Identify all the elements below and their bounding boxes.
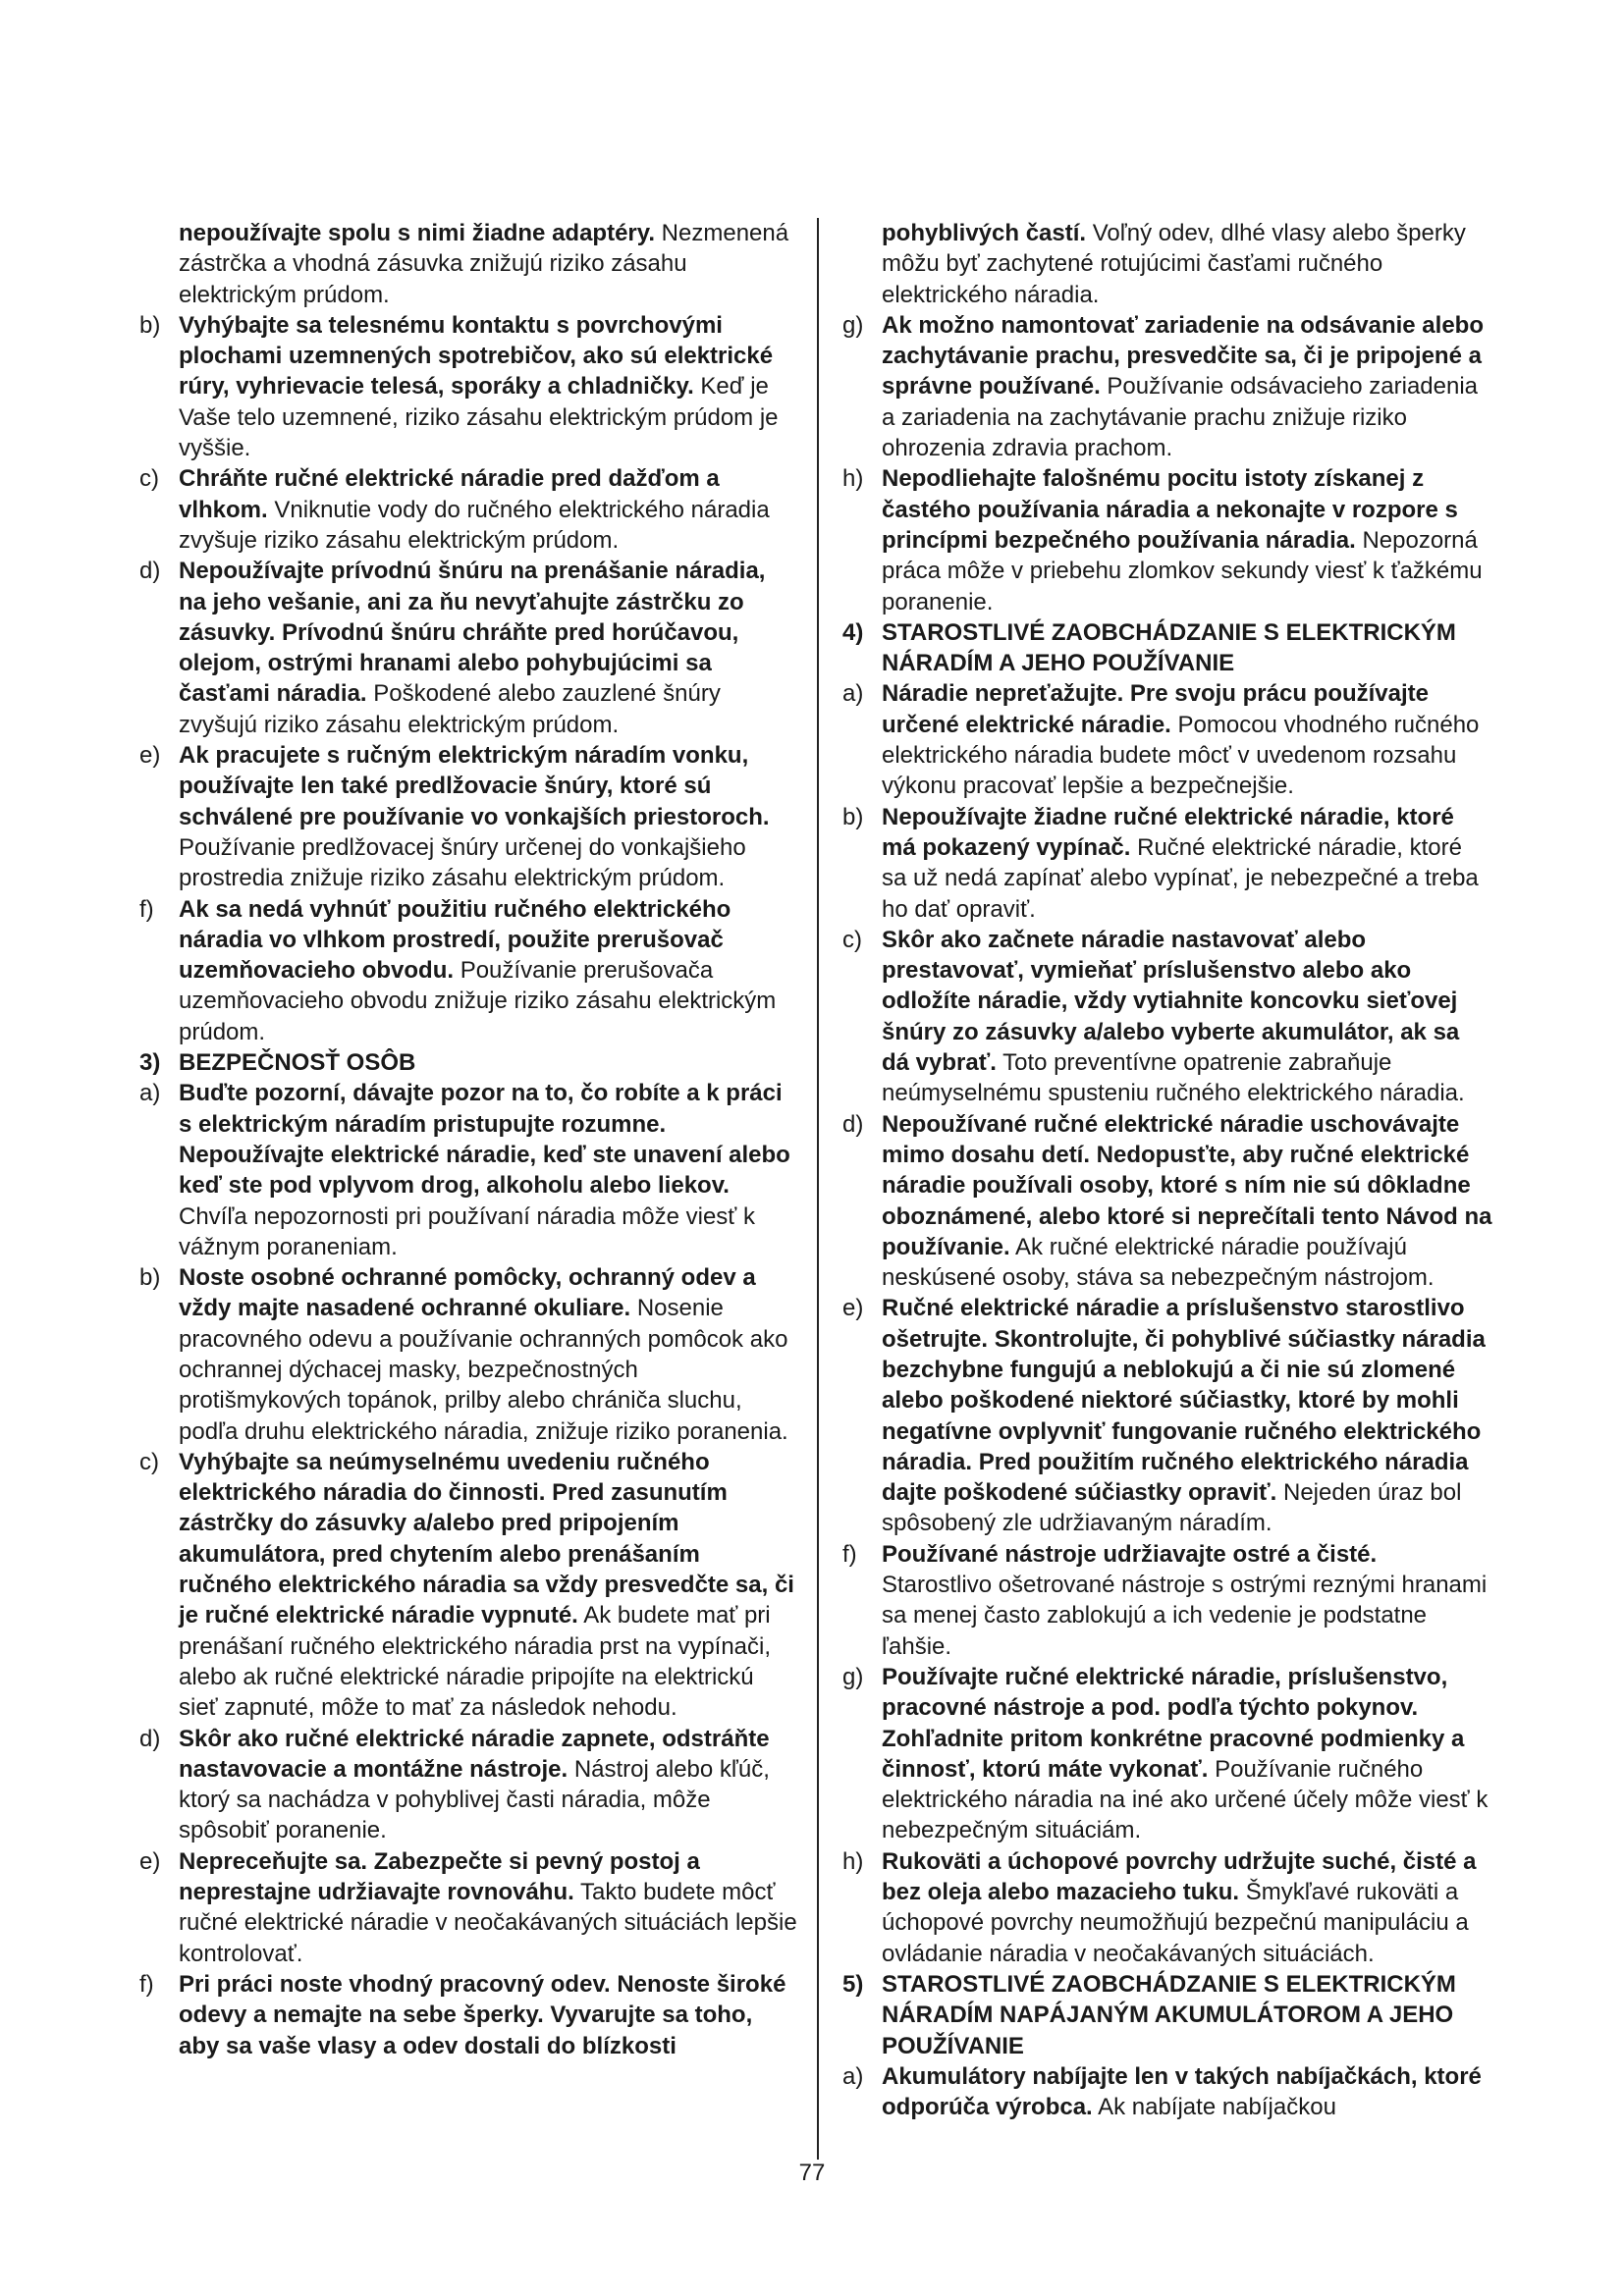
item-body-text: Nástroj alebo kľúč, ktorý sa nachádza v pohyblivej časti náradia, môže spôsobiť poranenie. xyxy=(179,1755,770,1844)
item-label: d) xyxy=(139,1725,161,1752)
item-bold-text: Skôr ako ručné elektrické náradie zapnete, odstráňte nastavovacie a montážne nástroje. xyxy=(179,1725,770,1783)
item-label: e) xyxy=(139,742,161,770)
instruction-item xyxy=(842,925,1492,1109)
item-body-text: Ak budete mať pri prenášaní ručného elektrického náradia prst na vypínači, alebo ak ručné elektrické náradie pripojíte na elektrickú sieť zapnuté, môže to mať za následok nehodu. xyxy=(179,1602,772,1722)
item-label: b) xyxy=(139,311,161,339)
instruction-item xyxy=(139,740,797,893)
left-column xyxy=(139,218,797,2061)
item-body-text: Vniknutie vody do ručného elektrického náradia zvyšuje riziko zásahu elektrickým prúdom. xyxy=(179,496,770,554)
instruction-item xyxy=(842,1293,1492,1538)
item-body-text: Toto preventívne opatrenie zabraňuje neúmyselnému spusteniu ručného elektrického náradia. xyxy=(882,1049,1465,1107)
item-label: h) xyxy=(842,1847,864,1875)
item-label: a) xyxy=(842,680,864,708)
item-bold-text: Náradie nepreťažujte. Pre svoju prácu používajte určené elektrické náradie. xyxy=(882,680,1430,738)
item-bold-text: Akumulátory nabíjajte len v takých nabíjačkách, ktoré odporúča výrobca. xyxy=(882,2062,1482,2121)
section-heading xyxy=(842,617,1492,679)
instruction-item xyxy=(842,1539,1492,1662)
item-body-text: Ak nabíjate nabíjačkou xyxy=(1098,2094,1336,2121)
item-bold-text: Nepodliehajte falošnému pocitu istoty získanej z častého používania náradia a nekonajte v rozpore s princípmi bezpečného používania náradia. xyxy=(882,465,1458,554)
item-label: 5) xyxy=(842,1970,864,1998)
section-heading xyxy=(842,1969,1492,2061)
item-body-text: Nosenie pracovného odevu a používanie ochranných pomôcok ako ochrannej dýchacej masky, bezpečnostných protišmykových topánok, prilby alebo chrániča sluchu, podľa druhu elektrického náradia, znižuje riziko poranenia. xyxy=(179,1295,788,1445)
item-bold-text: Používajte ručné elektrické náradie, príslušenstvo, pracovné nástroje a pod. podľa týchto pokynov. Zohľadnite pritom konkrétne pracovné podmienky a činnosť, ktorú máte vykonať. xyxy=(882,1663,1465,1783)
page-number: 77 xyxy=(798,2160,826,2186)
instruction-item xyxy=(842,2061,1492,2123)
item-label: f) xyxy=(139,1970,154,1998)
item-body-text: Poškodené alebo zauzlené šnúry zvyšujú riziko zásahu elektrickým prúdom. xyxy=(179,680,721,738)
instruction-item xyxy=(139,1969,797,2061)
instruction-item xyxy=(842,1662,1492,1846)
instruction-item xyxy=(139,1724,797,1846)
instruction-item xyxy=(842,1109,1492,1294)
item-bold-text: BEZPEČNOSŤ OSÔB xyxy=(179,1049,416,1077)
item-label: a) xyxy=(842,2062,864,2090)
item-bold-text: Nepoužívané ručné elektrické náradie uschovávajte mimo dosahu detí. Nedopusťte, aby ručné elektrické náradie používali osoby, ktoré s ním nie sú dôkladne oboznámené, alebo ktoré si neprečítali tento Návod na používanie. xyxy=(882,1110,1492,1260)
item-body-text: Používanie ručného elektrického náradia na iné ako určené účely môže viesť k nebezpečným situáciám. xyxy=(882,1755,1489,1844)
instruction-item xyxy=(139,310,797,463)
item-label: b) xyxy=(842,803,864,830)
item-body-text: Nezmenená zástrčka a vhodná zásuvka znižujú riziko zásahu elektrickým prúdom. xyxy=(179,220,789,308)
item-body-text: Ručné elektrické náradie, ktoré sa už nedá zapínať alebo vypínať, je nebezpečné a treba ho dať opraviť. xyxy=(882,833,1479,923)
item-label: 3) xyxy=(139,1049,161,1077)
item-label: a) xyxy=(139,1080,161,1107)
item-label: c) xyxy=(139,465,159,493)
instruction-item xyxy=(842,802,1492,925)
item-label: 4) xyxy=(842,618,864,646)
instruction-item xyxy=(139,218,797,310)
item-label: c) xyxy=(842,926,862,953)
item-body-text: Pomocou vhodného ručného elektrického náradia budete môcť v uvedenom rozsahu výkonu pracovať lepšie a bezpečnejšie. xyxy=(882,711,1480,800)
instruction-item xyxy=(139,463,797,556)
item-label: f) xyxy=(842,1540,857,1568)
item-label: c) xyxy=(139,1448,159,1475)
item-bold-text: Ručné elektrické náradie a príslušenstvo starostlivo ošetrujte. Skontrolujte, či pohyblivé súčiastky náradia bezchybne fungujú a neblokujú a či nie sú zlomené alebo poškodené niektoré súčiastky, ktoré by mohli negatívne ovplyvniť fungovanie ručného elektrického náradia. Pred použitím ručného elektrického náradia dajte poškodené súčiastky opraviť. xyxy=(882,1295,1486,1507)
instruction-item xyxy=(139,1447,797,1724)
item-body-text: Voľný odev, dlhé vlasy alebo šperky môžu byť zachytené rotujúcimi časťami ručného elektrického náradia. xyxy=(882,220,1466,308)
item-body-text: Ak ručné elektrické náradie používajú neskúsené osoby, stáva sa nebezpečným nástrojom. xyxy=(882,1233,1435,1292)
item-bold-text: Chráňte ručné elektrické náradie pred dažďom a vlhkom. xyxy=(179,465,720,523)
item-bold-text: Ak pracujete s ručným elektrickým náradím vonku, používajte len také predlžovacie šnúry, ktoré sú schválené pre používanie vo vonkajších priestoroch. xyxy=(179,742,770,830)
instruction-item xyxy=(842,463,1492,616)
item-bold-text: Ak sa nedá vyhnúť použitiu ručného elektrického náradia vo vlhkom prostredí, použite prerušovač uzemňovacieho obvodu. xyxy=(179,895,731,985)
item-body-text: Starostlivo ošetrované nástroje s ostrými reznými hranami sa menej často zablokujú a ich vedenie je podstatne ľahšie. xyxy=(882,1572,1488,1660)
item-bold-text: Buďte pozorní, dávajte pozor na to, čo robíte a k práci s elektrickým náradím pristupujte rozumne. Nepoužívajte elektrické náradie, keď ste unavení alebo keď ste pod vplyvom drog, alkoholu alebo liekov. xyxy=(179,1080,790,1200)
item-body-text: Používanie predlžovacej šnúry určenej do vonkajšieho prostredia znižuje riziko zásahu elektrickým prúdom. xyxy=(179,833,746,892)
item-bold-text: nepoužívajte spolu s nimi žiadne adaptéry. xyxy=(179,220,655,246)
section-heading xyxy=(139,1047,797,1078)
item-body-text: Keď je Vaše telo uzemnené, riziko zásahu elektrickým prúdom je vyššie. xyxy=(179,373,779,462)
instruction-item xyxy=(139,556,797,740)
instruction-item xyxy=(842,1846,1492,1969)
item-label: g) xyxy=(842,1663,864,1690)
item-bold-text: Pri práci noste vhodný pracovný odev. Nenoste široké odevy a nemajte na sebe šperky. Vyvarujte sa toho, aby sa vaše vlasy a odev dostali do blízkosti xyxy=(179,1970,786,2059)
instruction-item xyxy=(139,894,797,1047)
item-label: e) xyxy=(842,1295,864,1322)
item-body-text: Používanie prerušovača uzemňovacieho obvodu znižuje riziko zásahu elektrickým prúdom. xyxy=(179,957,777,1045)
item-label: d) xyxy=(139,558,161,585)
item-bold-text: Ak možno namontovať zariadenie na odsávanie alebo zachytávanie prachu, presvedčite sa, či je pripojené a správne používané. xyxy=(882,311,1484,400)
item-bold-text: Noste osobné ochranné pomôcky, ochranný odev a vždy majte nasadené ochranné okuliare. xyxy=(179,1264,756,1322)
item-label: g) xyxy=(842,311,864,339)
instruction-item xyxy=(842,218,1492,310)
item-bold-text: STAROSTLIVÉ ZAOBCHÁDZANIE S ELEKTRICKÝM NÁRADÍM NAPÁJANÝM AKUMULÁTOROM A JEHO POUŽÍVANIE xyxy=(882,1970,1456,2059)
item-body-text: Šmykľavé rukoväti a úchopové povrchy neumožňujú bezpečnú manipuláciu a ovládanie náradia v neočakávaných situáciách. xyxy=(882,1879,1469,1967)
item-bold-text: Nepreceňujte sa. Zabezpečte si pevný postoj a neprestajne udržiavajte rovnováhu. xyxy=(179,1847,700,1906)
item-label: f) xyxy=(139,895,154,923)
item-label: b) xyxy=(139,1264,161,1292)
right-column xyxy=(842,218,1492,2122)
item-bold-text: Skôr ako začnete náradie nastavovať alebo prestavovať, vymieňať príslušenstvo alebo ako odložíte náradie, vždy vytiahnite koncovku sieťovej šnúry zo zásuvky a/alebo vyberte akumulátor, ak sa dá vybrať. xyxy=(882,926,1460,1077)
item-body-text: Nejeden úraz bol spôsobený zle udržiavaným náradím. xyxy=(882,1479,1462,1537)
instruction-item xyxy=(842,678,1492,801)
item-label: e) xyxy=(139,1847,161,1875)
item-body-text: Chvíľa nepozornosti pri používaní náradia môže viesť k vážnym poraneniam. xyxy=(179,1202,755,1260)
instruction-item xyxy=(139,1262,797,1447)
item-bold-text: Vyhýbajte sa neúmyselnému uvedeniu ručného elektrického náradia do činnosti. Pred zasunutím zástrčky do zásuvky a/alebo pred pripojením akumulátora, pred chytením alebo prenášaním ručného elektrického náradia sa vždy presvedčte sa, či je ručné elektrické náradie vypnuté. xyxy=(179,1448,794,1629)
item-label: h) xyxy=(842,465,864,493)
instruction-item xyxy=(139,1078,797,1262)
item-bold-text: STAROSTLIVÉ ZAOBCHÁDZANIE S ELEKTRICKÝM NÁRADÍM A JEHO POUŽÍVANIE xyxy=(882,618,1456,677)
item-bold-text: pohyblivých častí. xyxy=(882,220,1087,246)
item-bold-text: Vyhýbajte sa telesnému kontaktu s povrchovými plochami uzemnených spotrebičov, ako sú elektrické rúry, vyhrievacie telesá, sporáky a chladničky. xyxy=(179,311,774,400)
instruction-item xyxy=(842,310,1492,463)
item-label: d) xyxy=(842,1110,864,1138)
item-bold-text: Nepoužívajte žiadne ručné elektrické náradie, ktoré má pokazený vypínač. xyxy=(882,803,1454,861)
column-divider xyxy=(817,218,819,2160)
instruction-item xyxy=(139,1846,797,1969)
item-bold-text: Nepoužívajte prívodnú šnúru na prenášanie náradia, na jeho vešanie, ani za ňu nevyťahujte zástrčku zo zásuvky. Prívodnú šnúru chráňte pred horúčavou, olejom, ostrými hranami alebo pohybujúcimi sa časťami náradia. xyxy=(179,558,766,708)
item-body-text: Nepozorná práca môže v priebehu zlomkov sekundy viesť k ťažkému poranenie. xyxy=(882,526,1483,615)
item-body-text: Používanie odsávacieho zariadenia a zariadenia na zachytávanie prachu znižuje riziko ohrozenia zdravia prachom. xyxy=(882,373,1479,462)
item-body-text: Takto budete môcť ručné elektrické náradie v neočakávaných situáciách lepšie kontrolovať. xyxy=(179,1879,797,1967)
item-bold-text: Používané nástroje udržiavajte ostré a čisté. xyxy=(882,1540,1378,1568)
item-bold-text: Rukoväti a úchopové povrchy udržujte suché, čisté a bez oleja alebo mazacieho tuku. xyxy=(882,1847,1477,1906)
